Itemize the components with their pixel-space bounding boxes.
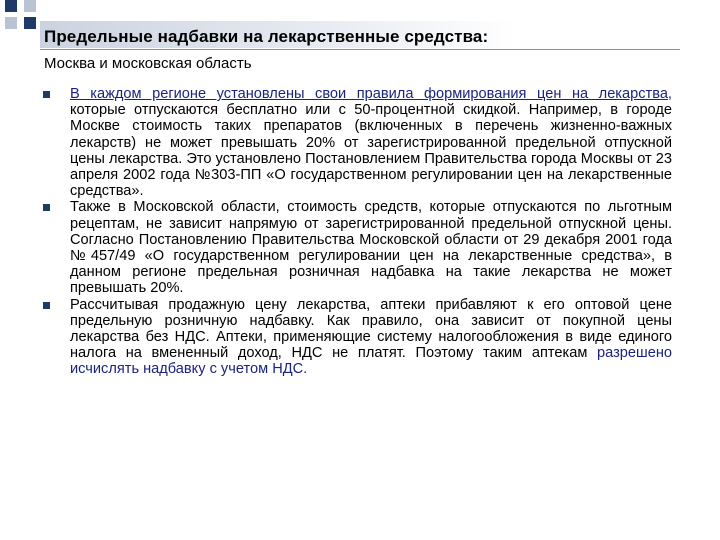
title-divider (40, 49, 680, 50)
bullet-list (40, 86, 672, 378)
slide-subtitle: Москва и московская область (44, 55, 252, 72)
highlighted-text: разрешено исчислять надбавку с учетом НДС. (70, 345, 672, 378)
list-item-text: Рассчитывая продажную цену лекарства, аптеки прибавляют к его оптовой цене предельную розничную надбавку. Как правило, она зависит от покупной цены лекарства без НДС. Аптеки, применяющие систему налогообложения в виде единого налога на вмененный доход, НДС не платят. Поэтому таким аптекам (70, 296, 672, 362)
regional-rules-link[interactable]: В каждом регионе установлены свои правила формирования цен на лекарства, (70, 86, 672, 102)
list-item-text: которые отпускаются бесплатно или с 50-процентной скидкой. Например, в городе Москве стоимость таких препаратов (включенных в перечень жизненно-важных лекарств) не может превышать 20% от зарегистрированной предельной отпускной цены лекарства. Это установлено Постановлением Правительства города Москвы от 23 апреля 2002 года №303-ПП «О государственном регулировании цен на лекарственные средства». (70, 102, 672, 200)
decor-square (5, 0, 17, 12)
decor-square (5, 17, 17, 29)
list-item (40, 86, 672, 199)
slide-title: Предельные надбавки на лекарственные средства: (44, 27, 489, 46)
list-item (40, 297, 672, 378)
list-item-text: Также в Московской области, стоимость средств, которые отпускаются по льготным рецептам, не зависит напрямую от зарегистрированной предельной отпускной цены. Согласно Постановлению Правительства Московской области от 29 декабря 2001 года №457/49 «О государственном регулировании цен на лекарственные средства», в данном регионе предельная розничная надбавка на такие лекарства не может превышать 20%. (70, 199, 672, 297)
decor-square (24, 0, 36, 12)
square-bullet-icon (43, 204, 50, 211)
square-bullet-icon (43, 91, 50, 98)
list-item (40, 199, 672, 296)
square-bullet-icon (43, 302, 50, 309)
decor-square (24, 17, 36, 29)
